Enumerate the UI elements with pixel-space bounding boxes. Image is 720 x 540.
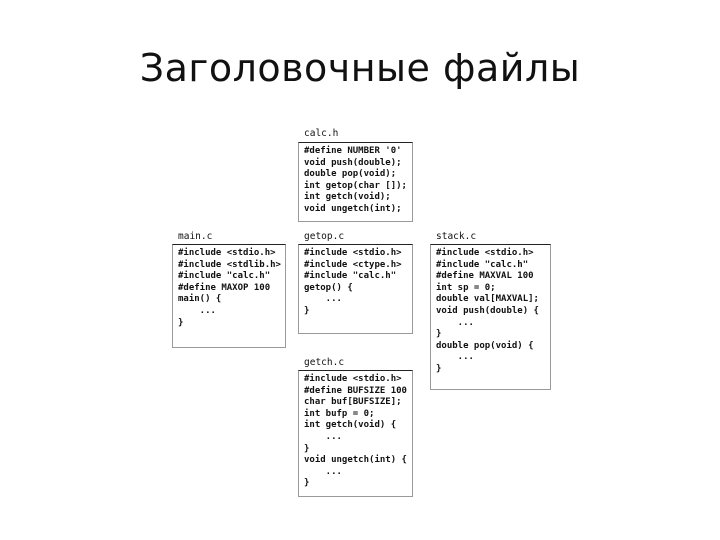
code-box-getop-c bbox=[298, 244, 413, 334]
code-line: } bbox=[178, 317, 184, 328]
code-line: int getch(void) { bbox=[304, 420, 397, 431]
code-line: getop() { bbox=[304, 282, 353, 293]
code-line: #define BUFSIZE 100 bbox=[304, 385, 407, 396]
slide-title: Заголовочные файлы bbox=[139, 46, 581, 90]
file-label-stack-c: stack.c bbox=[436, 231, 477, 242]
code-line: #define NUMBER '0' bbox=[304, 146, 402, 156]
code-box-calc-h bbox=[298, 142, 413, 222]
code-box-getch-c bbox=[298, 370, 413, 497]
code-line: double pop(void) { bbox=[436, 340, 534, 351]
code-line: #include <stdio.h> bbox=[304, 374, 402, 384]
code-line: #include "calc.h" bbox=[436, 259, 529, 270]
code-line: } bbox=[304, 478, 310, 489]
code-line: int getch(void); bbox=[304, 192, 391, 203]
file-label-main-c: main.c bbox=[178, 231, 213, 242]
code-line: ... bbox=[304, 431, 342, 442]
code-line: int bufp = 0; bbox=[304, 408, 375, 419]
code-line: void ungetch(int); bbox=[304, 203, 402, 214]
code-line: ... bbox=[436, 352, 474, 363]
code-line: ... bbox=[178, 305, 216, 316]
code-line: ... bbox=[304, 294, 342, 305]
code-line: #define MAXOP 100 bbox=[178, 282, 271, 293]
code-line: double pop(void); bbox=[304, 169, 397, 180]
code-line: } bbox=[304, 443, 310, 454]
code-line: #include <stdlib.h> bbox=[178, 259, 281, 270]
code-line: void push(double) { bbox=[436, 305, 539, 316]
code-line: #include <stdio.h> bbox=[178, 248, 276, 258]
code-box-main-c bbox=[172, 244, 286, 348]
code-line: ... bbox=[304, 466, 342, 477]
code-line: #include <stdio.h> bbox=[304, 248, 402, 258]
code-line: ... bbox=[436, 317, 474, 328]
file-label-getop-c: getop.c bbox=[304, 231, 345, 242]
code-line: double val[MAXVAL]; bbox=[436, 294, 539, 305]
file-label-calc-h: calc.h bbox=[304, 128, 339, 139]
code-line: } bbox=[304, 305, 310, 316]
code-line: } bbox=[436, 329, 442, 340]
code-line: #include "calc.h" bbox=[178, 271, 271, 282]
code-line: int getop(char []); bbox=[304, 180, 407, 191]
code-line: void ungetch(int) { bbox=[304, 455, 407, 466]
code-line: main() { bbox=[178, 294, 222, 305]
code-box-stack-c bbox=[430, 244, 551, 390]
code-line: } bbox=[436, 363, 442, 374]
code-line: int sp = 0; bbox=[436, 282, 496, 293]
code-line: #include <ctype.h> bbox=[304, 259, 402, 270]
file-label-getch-c: getch.c bbox=[304, 357, 345, 368]
code-line: #include <stdio.h> bbox=[436, 248, 534, 258]
code-line: void push(double); bbox=[304, 157, 402, 168]
code-line: char buf[BUFSIZE]; bbox=[304, 397, 402, 408]
code-line: #include "calc.h" bbox=[304, 271, 397, 282]
code-line: #define MAXVAL 100 bbox=[436, 271, 534, 282]
